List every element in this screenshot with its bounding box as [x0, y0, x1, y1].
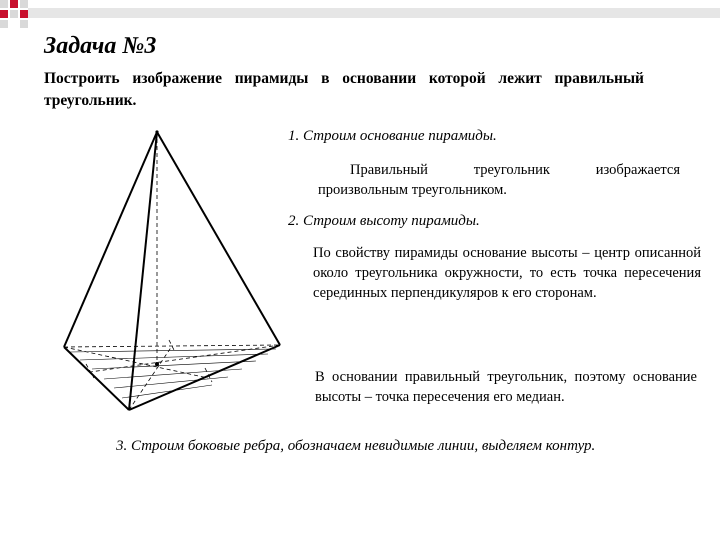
step-2-note: В основании правильный треугольник, поэтому основание высоты – точка пересечения его медиан. — [315, 369, 697, 405]
slide-title: Задача №3 — [44, 33, 157, 59]
task-statement: Построить изображение пирамиды в основании которой лежит правильный треугольник. — [44, 70, 644, 109]
header-square-gray-5 — [20, 20, 28, 28]
hatch-line-2 — [80, 354, 268, 360]
header-square-red-1 — [10, 0, 18, 8]
step-1-heading: 1. Строим основание пирамиды. — [288, 128, 497, 144]
hatch-line-6 — [122, 385, 212, 398]
visible-contour — [64, 132, 280, 410]
step-1-text: Правильный треугольник изображается произвольным треугольником. — [318, 162, 680, 198]
edge-base-left — [64, 347, 129, 410]
height-foot-point — [155, 362, 159, 366]
step-3-heading: 3. Строим боковые ребра, обозначаем невидимые линии, выделяем контур. — [116, 438, 596, 454]
step-2-text: По свойству пирамиды основание высоты – центр описанной около треугольника окружности, то есть точка пересечения серединных перпендикуляров к его сторонам. — [313, 245, 701, 301]
edge-base-right — [129, 345, 280, 410]
header-stripe — [28, 8, 720, 18]
header-square-gray-4 — [0, 20, 8, 28]
edge-apex-right — [157, 132, 280, 345]
apex-point — [155, 130, 158, 133]
step-2-heading: 2. Строим высоту пирамиды. — [288, 213, 480, 229]
pyramid-diagram — [50, 120, 300, 420]
header-square-gray-1 — [0, 0, 8, 8]
edge-apex-left — [64, 132, 157, 347]
header-square-red-3 — [20, 10, 28, 18]
header-square-red-2 — [0, 10, 8, 18]
edge-apex-front — [129, 132, 157, 410]
hatch-line-1 — [70, 349, 276, 352]
header-square-gray-2 — [20, 0, 28, 8]
header-square-gray-3 — [10, 10, 18, 18]
